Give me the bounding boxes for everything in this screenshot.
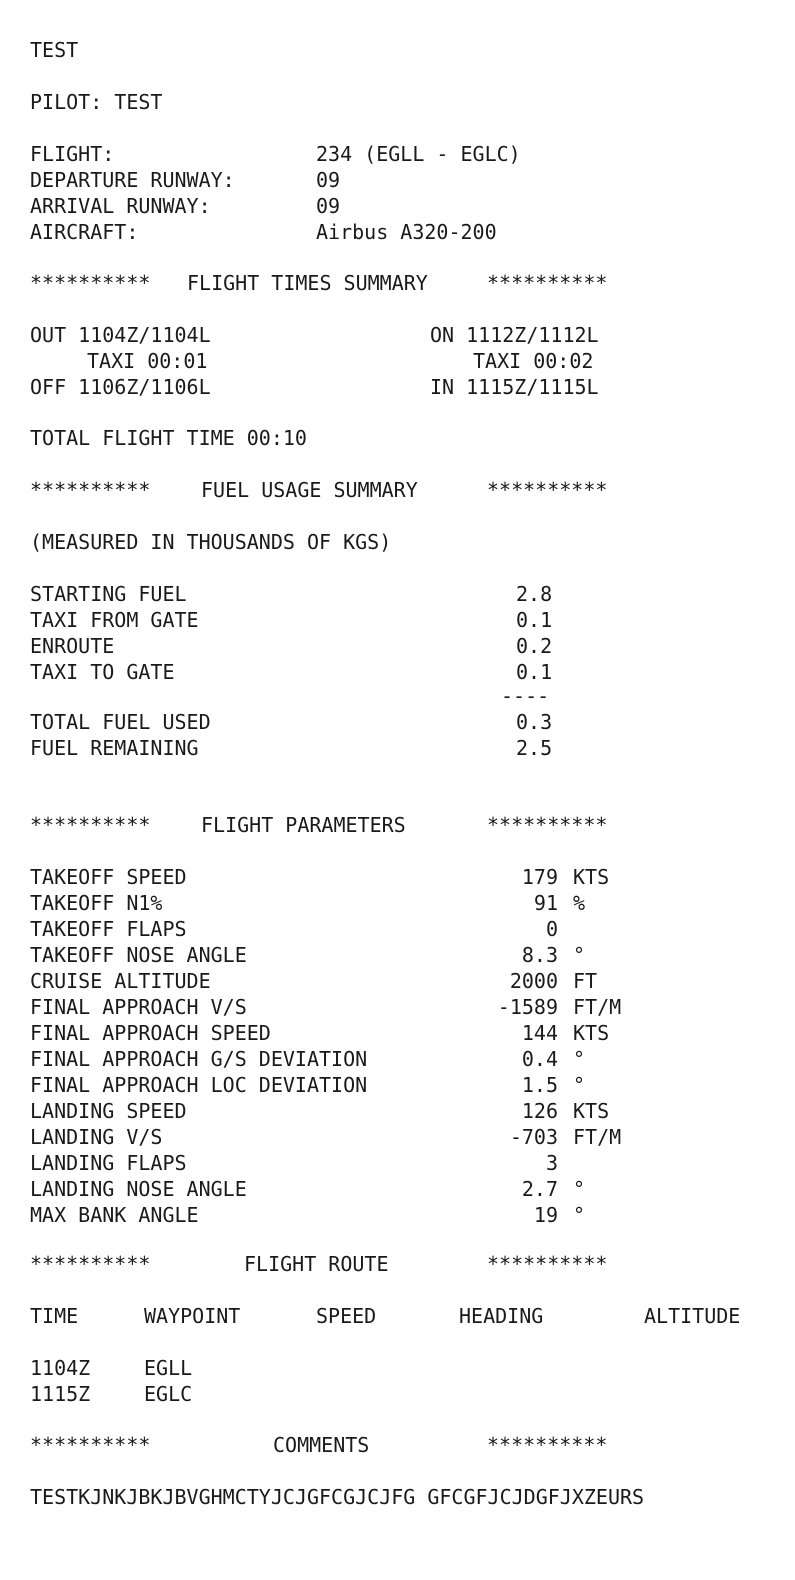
param-label: FINAL APPROACH V/S: [30, 995, 247, 1019]
fuel-row: [30, 633, 553, 659]
route-time: 1115Z: [30, 1382, 91, 1406]
flight-info-row: [30, 219, 497, 245]
fuel-value: 0.1: [516, 608, 553, 632]
stars-left: **********: [30, 813, 151, 837]
param-row: [30, 1124, 622, 1150]
stars-right: **********: [487, 813, 608, 837]
param-value: -1589: [497, 995, 558, 1019]
param-unit: °: [573, 1203, 586, 1227]
param-row: [30, 1098, 610, 1124]
fuel-separator: ----: [501, 684, 550, 708]
param-unit: %: [573, 891, 586, 915]
fuel-row: [30, 659, 553, 685]
out-time: OUT 1104Z/1104L: [30, 323, 211, 347]
param-row: [30, 994, 622, 1020]
param-row: [30, 1020, 610, 1046]
fuel-label: FUEL REMAINING: [30, 736, 199, 760]
info-value: 09: [316, 168, 341, 192]
route-row: [30, 1355, 193, 1381]
fuel-remaining-row: [30, 735, 553, 761]
pilot-line: PILOT: TEST: [30, 90, 163, 114]
stars-left: **********: [30, 271, 151, 295]
param-label: TAKEOFF NOSE ANGLE: [30, 943, 247, 967]
section-title: FLIGHT ROUTE: [244, 1252, 389, 1276]
param-label: FINAL APPROACH SPEED: [30, 1021, 271, 1045]
fuel-separator-row: [30, 683, 550, 709]
route-waypoint: EGLC: [144, 1382, 193, 1406]
route-header-row: [30, 1303, 741, 1329]
param-unit: °: [573, 943, 586, 967]
param-unit: KTS: [573, 865, 610, 889]
stars-left: **********: [30, 1252, 151, 1276]
section-title: FLIGHT TIMES SUMMARY: [187, 271, 428, 295]
param-value: 1.5: [521, 1073, 558, 1097]
route-col-altitude: ALTITUDE: [644, 1304, 741, 1328]
param-label: TAKEOFF SPEED: [30, 865, 187, 889]
times-row: [30, 322, 599, 348]
param-label: LANDING FLAPS: [30, 1151, 187, 1175]
info-value: 234 (EGLL - EGLC): [316, 142, 521, 166]
flight-info-row: [30, 193, 341, 219]
stars-right: **********: [487, 1433, 608, 1457]
times-row: [30, 374, 599, 400]
fuel-label: ENROUTE: [30, 634, 115, 658]
param-value: 8.3: [521, 943, 558, 967]
param-value: -703: [509, 1125, 558, 1149]
param-unit: FT/M: [573, 995, 622, 1019]
param-unit: °: [573, 1047, 586, 1071]
fuel-value: 0.1: [516, 660, 553, 684]
param-row: [30, 968, 598, 994]
route-time: 1104Z: [30, 1356, 91, 1380]
param-label: CRUISE ALTITUDE: [30, 969, 211, 993]
param-row: [30, 864, 610, 890]
param-value: 19: [533, 1203, 558, 1227]
fuel-row: [30, 581, 553, 607]
route-col-heading: HEADING: [459, 1304, 544, 1328]
stars-right: **********: [487, 1252, 608, 1276]
route-col-time: TIME: [30, 1304, 79, 1328]
section-title: COMMENTS: [273, 1433, 370, 1457]
param-value: 91: [533, 891, 558, 915]
param-value: 2000: [509, 969, 558, 993]
fuel-value: 0.2: [516, 634, 553, 658]
fuel-total-row: [30, 709, 553, 735]
fuel-value: 2.8: [516, 582, 553, 606]
param-value: 0.4: [521, 1047, 558, 1071]
taxi-in-time: TAXI 00:02: [473, 349, 594, 373]
taxi-out-time: TAXI 00:01: [87, 349, 208, 373]
flight-info-row: [30, 141, 521, 167]
param-unit: FT/M: [573, 1125, 622, 1149]
fuel-label: TAXI TO GATE: [30, 660, 175, 684]
param-label: LANDING SPEED: [30, 1099, 187, 1123]
info-value: Airbus A320-200: [316, 220, 497, 244]
info-label: AIRCRAFT:: [30, 220, 139, 244]
route-col-waypoint: WAYPOINT: [144, 1304, 241, 1328]
section-header-times: [30, 270, 608, 296]
param-value: 2.7: [521, 1177, 558, 1201]
param-unit: KTS: [573, 1021, 610, 1045]
param-row: [30, 1202, 586, 1228]
fuel-label: TOTAL FUEL USED: [30, 710, 211, 734]
info-value: 09: [316, 194, 341, 218]
param-unit: °: [573, 1177, 586, 1201]
section-header-route: [30, 1251, 608, 1277]
param-row: [30, 1150, 558, 1176]
param-value: 144: [521, 1021, 558, 1045]
param-value: 3: [545, 1151, 558, 1175]
param-row: [30, 890, 586, 916]
section-header-comments: [30, 1432, 608, 1458]
param-label: TAKEOFF FLAPS: [30, 917, 187, 941]
stars-left: **********: [30, 478, 151, 502]
on-time: ON 1112Z/1112L: [430, 323, 599, 347]
fuel-label: STARTING FUEL: [30, 582, 187, 606]
fuel-value: 2.5: [516, 736, 553, 760]
in-time: IN 1115Z/1115L: [430, 375, 599, 399]
param-value: 0: [545, 917, 558, 941]
route-row: [30, 1381, 193, 1407]
stars-left: **********: [30, 1433, 151, 1457]
fuel-units-note: (MEASURED IN THOUSANDS OF KGS): [30, 530, 392, 554]
param-row: [30, 942, 586, 968]
section-title: FUEL USAGE SUMMARY: [201, 478, 418, 502]
section-header-parameters: [30, 812, 608, 838]
param-unit: FT: [573, 969, 598, 993]
param-label: TAKEOFF N1%: [30, 891, 163, 915]
info-label: ARRIVAL RUNWAY:: [30, 194, 211, 218]
off-time: OFF 1106Z/1106L: [30, 375, 211, 399]
param-value: 179: [521, 865, 558, 889]
param-row: [30, 1072, 586, 1098]
param-unit: °: [573, 1073, 586, 1097]
total-flight-time: TOTAL FLIGHT TIME 00:10: [30, 426, 307, 450]
fuel-row: [30, 607, 553, 633]
times-row: [30, 348, 594, 374]
route-col-speed: SPEED: [316, 1304, 377, 1328]
param-label: LANDING V/S: [30, 1125, 163, 1149]
fuel-label: TAXI FROM GATE: [30, 608, 199, 632]
param-row: [30, 1046, 586, 1072]
param-value: 126: [521, 1099, 558, 1123]
param-unit: KTS: [573, 1099, 610, 1123]
route-waypoint: EGLL: [144, 1356, 193, 1380]
fuel-value: 0.3: [516, 710, 553, 734]
report-title: TEST: [30, 38, 79, 62]
stars-right: **********: [487, 271, 608, 295]
section-title: FLIGHT PARAMETERS: [201, 813, 406, 837]
info-label: FLIGHT:: [30, 142, 115, 166]
section-header-fuel: [30, 477, 608, 503]
param-label: FINAL APPROACH G/S DEVIATION: [30, 1047, 368, 1071]
comments-text: TESTKJNKJBKJBVGHMCTYJCJGFCGJCJFG GFCGFJCJDGFJXZEURS: [30, 1485, 645, 1509]
param-label: LANDING NOSE ANGLE: [30, 1177, 247, 1201]
param-label: MAX BANK ANGLE: [30, 1203, 199, 1227]
stars-right: **********: [487, 478, 608, 502]
info-label: DEPARTURE RUNWAY:: [30, 168, 235, 192]
param-row: [30, 916, 558, 942]
param-label: FINAL APPROACH LOC DEVIATION: [30, 1073, 368, 1097]
flight-info-row: [30, 167, 341, 193]
param-row: [30, 1176, 586, 1202]
